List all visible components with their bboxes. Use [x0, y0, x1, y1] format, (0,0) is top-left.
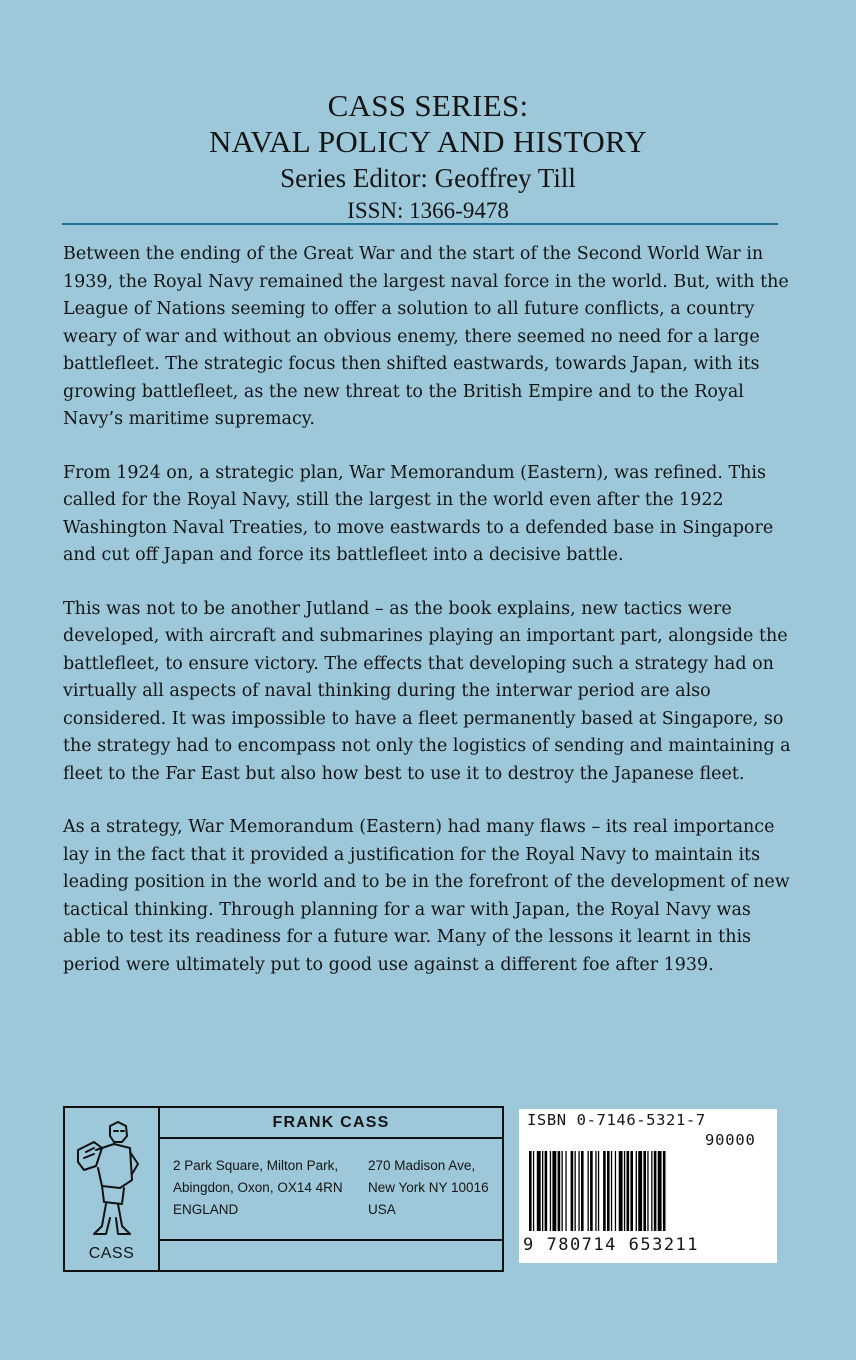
- barcode-bar: [624, 1151, 625, 1231]
- logo-wordmark: CASS: [88, 1245, 135, 1262]
- barcode-bar: [575, 1151, 576, 1231]
- series-header: [0, 88, 856, 226]
- barcode-bar: [663, 1151, 666, 1231]
- barcode-bar: [651, 1151, 652, 1231]
- barcode-bar: [615, 1151, 616, 1231]
- publisher-name: FRANK CASS: [160, 1108, 502, 1139]
- barcode-bar: [588, 1151, 589, 1231]
- barcode-bar: [533, 1151, 534, 1231]
- barcode-bar: [598, 1151, 599, 1231]
- barcode-bar: [638, 1151, 642, 1231]
- price-code: 90000: [705, 1131, 756, 1149]
- address-line: New York NY 10016: [368, 1180, 489, 1195]
- scholar-reading-figure-icon: [72, 1118, 150, 1243]
- uk-address: [173, 1155, 343, 1221]
- address-line: ENGLAND: [173, 1202, 239, 1217]
- barcode-bar: [630, 1151, 633, 1231]
- address-line: USA: [368, 1202, 396, 1217]
- address-line: Abingdon, Oxon, OX14 4RN: [173, 1180, 343, 1195]
- barcode-bar: [552, 1151, 556, 1231]
- issn: ISSN: 1366-9478: [347, 198, 509, 223]
- barcode-bar: [578, 1151, 579, 1231]
- barcode-bar: [537, 1151, 541, 1231]
- blurb-paragraph: From 1924 on, a strategic plan, War Memorandum (Eastern), was refined. This called for the Royal Navy, still the largest in the world even after the 1922 Washington Naval Treaties, to move eastwards to a defended base in Singapore and cut off Japan and force its battlefleet into a decisive battle.: [63, 462, 774, 565]
- barcode-bar: [542, 1151, 543, 1231]
- barcode-bar: [590, 1151, 593, 1231]
- barcode-bar: [627, 1151, 630, 1231]
- barcode-bar: [545, 1151, 548, 1231]
- barcode-icon: [529, 1151, 705, 1239]
- address-line: 270 Madison Ave,: [368, 1158, 476, 1173]
- barcode-bar: [562, 1151, 563, 1231]
- barcode-bar: [636, 1151, 637, 1231]
- publisher-logo: [65, 1108, 160, 1270]
- barcode-bar: [595, 1151, 596, 1231]
- barcode-bar: [529, 1151, 532, 1231]
- barcode-bar: [581, 1151, 584, 1231]
- publisher-box-divider: [160, 1239, 502, 1241]
- series-title-line1: CASS SERIES:: [327, 88, 529, 123]
- header-divider: [62, 223, 778, 225]
- barcode-bar: [654, 1151, 657, 1231]
- barcode-bar: [643, 1151, 646, 1231]
- blurb-paragraph: This was not to be another Jutland – as the book explains, new tactics were developed, with aircraft and submarines playing an important part, alongside the battlefleet, to ensure victory. The effects that developing such a strategy had on virtually all aspects of naval thinking during the interwar period are also considered. It was impossible to have a fleet permanently based at Singapore, so the strategy had to encompass not only the logistics of sending and maintaining a fleet to the Far East but also how best to use it to destroy the Japanese fleet.: [63, 598, 791, 784]
- barcode-bar: [607, 1151, 610, 1231]
- barcode-bar: [619, 1151, 623, 1231]
- blurb-paragraph: Between the ending of the Great War and the start of the Second World War in 1939, the Royal Navy remained the largest naval force in the world. But, with the League of Nations seeming to offer a solution to all future conflicts, a country weary of war and without an obvious enemy, there seemed no need for a large battlefleet. The strategic focus then shifted eastwards, towards Japan, with its growing battlefleet, as the new threat to the British Empire and to the Royal Navy’s maritime supremacy.: [63, 244, 789, 429]
- barcode-bar: [603, 1151, 606, 1231]
- blurb-paragraph: As a strategy, War Memorandum (Eastern) had many flaws – its real importance lay in the fact that it provided a justification for the Royal Navy to maintain its leading position in the world and to be in the forefront of the development of new tactical thinking. Through planning for a war with Japan, the Royal Navy was able to test its readiness for a future war. Many of the lessons it learnt in this period were ultimately put to good use against a different foe after 1939.: [63, 817, 790, 975]
- series-title-line2: NAVAL POLICY AND HISTORY: [208, 124, 648, 159]
- publisher-box: [63, 1106, 504, 1272]
- barcode-panel: [519, 1109, 777, 1263]
- barcode-bar: [565, 1151, 566, 1231]
- address-line: 2 Park Square, Milton Park,: [173, 1158, 339, 1173]
- barcode-bar: [611, 1151, 612, 1231]
- barcode-bar: [658, 1151, 662, 1231]
- ean-digits: 9 780714 653211: [523, 1235, 700, 1255]
- series-editor: Series Editor: Geoffrey Till: [280, 163, 576, 193]
- barcode-bar: [550, 1151, 551, 1231]
- barcode-bar: [558, 1151, 561, 1231]
- blurb-text: [63, 241, 793, 1005]
- isbn-text: ISBN 0-7146-5321-7: [527, 1111, 706, 1129]
- barcode-bar: [647, 1151, 648, 1231]
- barcode-bar: [571, 1151, 574, 1231]
- us-address: [368, 1155, 489, 1221]
